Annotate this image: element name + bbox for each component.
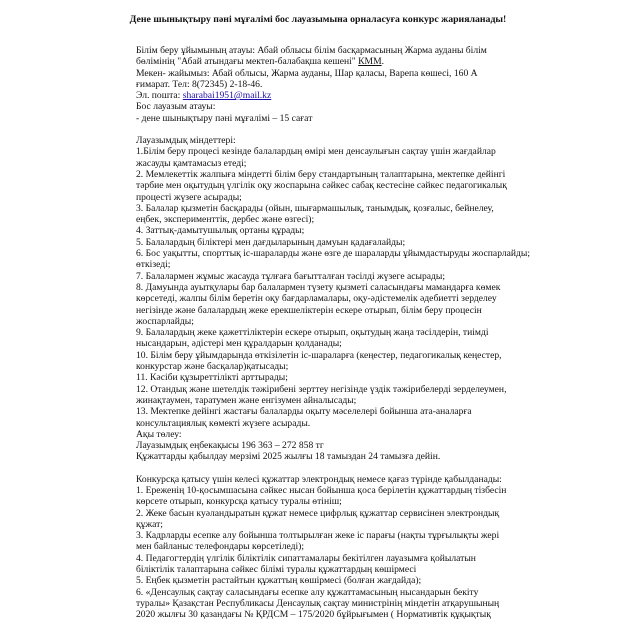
documents-line: 2020 жылғы 30 қазандағы № ҚРДСМ – 175/2020 бұйрығымен ( Нормативтік құқықтық	[136, 609, 491, 621]
documents-line: туралы» Қазақстан Республикасы Денсаулық сақтау министрінің міндетін атқарушының	[136, 597, 500, 609]
duties-line: 12. Отандық және шетелдік тәжірибені зерттеу негізінде үздік тәжірибелерді зерделеумен,	[136, 383, 507, 395]
documents-line: мен байланыс телефондары көрсетіледі);	[136, 541, 305, 553]
duties-line: жинақтаумен, таратумен және енгізумен айналысады;	[136, 394, 357, 406]
page-title: Дене шынықтыру пәні мұғалімі бос лауазымына орналасуға конкурс жарияланады!	[129, 14, 507, 25]
duties-line: негізінде және балалардың жеке ерекшеліктерін ескере отырып, білім беру процесін	[136, 304, 482, 316]
documents-line: 2. Жеке басын куәландыратын құжат немесе цифрлық құжаттар сервисінен электрондық	[136, 507, 500, 519]
documents-line: Конкурсқа қатысу үшін келесі құжаттар электрондық немесе қағаз түрінде қабылданады:	[136, 473, 502, 485]
duties-line: 3. Балалар қызметін басқарады (ойын, шығармашылық, танымдық, қозғалыс, бейнелеу,	[136, 202, 494, 214]
duties-line: 6. Бос уақытты, спорттық іс-шараларды және өзге де шараларды ұйымдастыруды жоспарлайды;	[136, 248, 531, 260]
duties-line: 2. Мемлекеттік жалпыға міндетті білім беру стандартының талаптарына, мектепке дейінгі	[136, 168, 506, 180]
duties-line: көрсетеді, жалпы білім беретін оқу бағдарламалары, оқу-әдістемелік әдебиетті зерделеу	[136, 293, 497, 305]
duties-line: конкурстар және басқалар)қатысады;	[136, 361, 289, 373]
org-name-line-2	[136, 56, 516, 67]
documents-line: 4. Педагогтердің үлгілік біліктілік сипаттамалары бекітілген лауазымға қойылатын	[136, 552, 476, 564]
address-line-2: ғимарат. Тел: 8(72345) 2-18-46.	[136, 78, 263, 90]
duties-line: процесті жүзеге асырады;	[136, 191, 242, 203]
vacancy-label: Бос лауазым атауы:	[136, 101, 216, 113]
email-link[interactable]: sharabai1951@mail.kz	[182, 90, 272, 102]
documents-line: құжат;	[136, 518, 163, 530]
email-label: Эл. пошта:	[136, 90, 183, 102]
spacer	[136, 463, 516, 474]
duties-line: өткізеді;	[136, 259, 171, 271]
duties-line: 1.Білім беру процесі кезінде балалардың өмірі мен денсаулығын сақтау үшін жағдайлар	[136, 146, 496, 158]
duties-line: нысандарын, әдістері мен құралдарын қолданады;	[136, 338, 342, 350]
org-name-line-1: Білім беру ұйымының атауы: Абай облысы білім басқармасының Жарма ауданы білім	[136, 45, 487, 56]
duties-line: 10. Білім беру ұйымдарында өткізілетін іс-шараларға (кеңестер, педагогикалық кеңестер,	[136, 349, 502, 361]
duties-line: тәрбие мен оқытудың үлгілік оқу жоспарына сәйкес сабақ кестесіне сәйкес педагогикалық	[136, 180, 507, 192]
duties-list	[136, 146, 531, 429]
documents-line: көрсете отырып, конкурсқа қатысу туралы өтініш;	[136, 496, 342, 508]
duties-line: 11. Кәсіби құзыреттілікті арттырады;	[136, 372, 288, 384]
duties-line: 9. Балалардың жеке қажеттіліктерін ескере отырып, оқытудың жаңа тәсілдерін, тиімді	[136, 327, 489, 339]
duties-heading: Лауазымдық міндеттері:	[136, 135, 236, 147]
documents-list	[136, 474, 516, 621]
duties-line: 13. Мектепке дейінгі жастағы балаларды оқыту мәселелері бойынша ата-аналарға	[136, 406, 472, 418]
vacancy-value: - дене шынықтыру пәні мұғалімі – 15 сағат	[136, 112, 313, 124]
duties-line: 5. Балалардың біліктері мен дағдыларының дамуын қадағалайды;	[136, 236, 406, 248]
salary-line: Лауазымдық еңбекақысы 196 363 – 272 858 тг	[136, 440, 324, 452]
duties-line: еңбек, эксперименттік, дербес және өзгесі);	[136, 214, 315, 226]
duties-line: консультациялық көмекті жүзеге асырады.	[136, 417, 311, 429]
deadline-line: Құжаттарды қабылдау мерзімі 2025 жылғы 18 тамыздан 24 тамызға дейін.	[136, 451, 441, 463]
duties-line: жасауды қамтамасыз етеді;	[136, 157, 247, 169]
org-name-end: .	[381, 56, 385, 68]
documents-line: 3. Кадрларды есепке алу бойынша толтырылған жеке іс парағы (нақты тұрғылықты жері	[136, 530, 500, 542]
duties-line: жоспарлайды;	[136, 315, 194, 327]
documents-line: біліктілік талаптарына сәйкес білімі туралы құжаттардың көшірмесі	[136, 564, 417, 576]
email-line	[136, 90, 516, 101]
org-kmm-abbr: КММ	[358, 56, 382, 68]
spacer	[136, 124, 516, 135]
org-name-text: бөлімінің "Абай атындағы мектеп-балабақша кешені"	[136, 56, 359, 68]
duties-line: 4. Заттық-дамытушылық ортаны құрады;	[136, 225, 305, 237]
documents-line: 6. «Денсаулық сақтау саласындағы есепке алу құжаттамасының нысандарын бекіту	[136, 586, 479, 598]
document-body	[136, 45, 531, 621]
address-line-1: Мекен- жайымыз: Абай облысы, Жарма ауданы, Шар қаласы, Варепа көшесі, 160 А	[136, 67, 478, 79]
pay-heading: Ақы төлеу:	[136, 428, 182, 440]
documents-line: 5. Еңбек қызметін растайтын құжаттың көшірмесі (болған жағдайда);	[136, 575, 422, 587]
duties-line: 7. Балалармен жұмыс жасауда тұлғаға бағытталған тәсілді жүзеге асырады;	[136, 270, 445, 282]
documents-line: 1. Ереженің 10-қосымшасына сәйкес нысан бойынша қоса берілетін құжаттардың тізбесін	[136, 484, 507, 496]
duties-line: 8. Дамуында ауытқулары бар балалармен түзету қызметі саласындағы мамандарға көмек	[136, 281, 501, 293]
